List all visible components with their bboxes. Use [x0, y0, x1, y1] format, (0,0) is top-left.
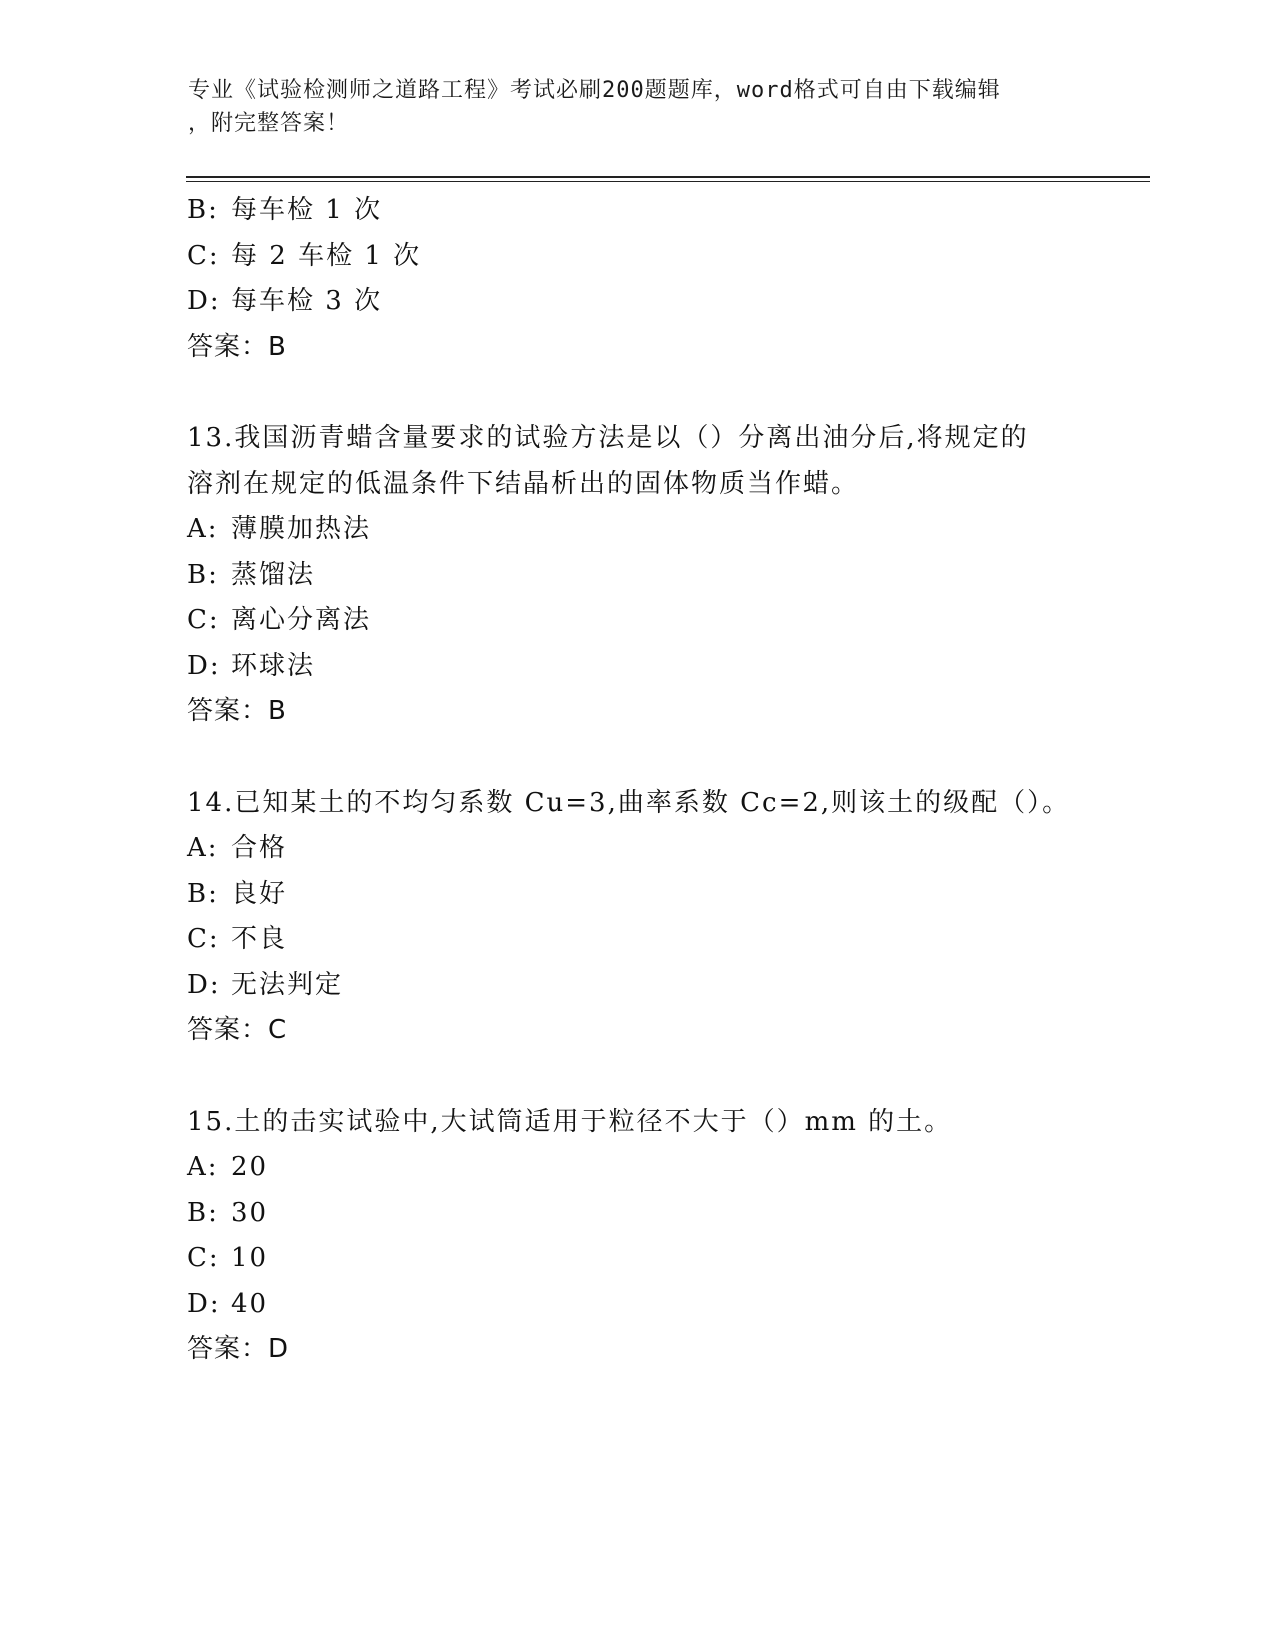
option-c	[187, 234, 1127, 280]
option-letter: A:	[187, 1152, 219, 1182]
option-letter: D:	[187, 650, 221, 681]
question-stem-line: 溶剂在规定的低温条件下结晶析出的固体物质当作蜡。	[187, 468, 860, 499]
option-b	[187, 188, 1127, 234]
option-letter: C:	[187, 1243, 220, 1273]
option-letter: D:	[187, 1288, 221, 1319]
option-a	[187, 507, 1127, 553]
option-text: 每车检 1 次	[231, 195, 383, 225]
option-text: 离心分离法	[231, 605, 372, 635]
option-text: 良好	[231, 878, 288, 909]
question-stem-line: 14.已知某土的不均匀系数 Cu=3,曲率系数 Cc=2,则该土的级配（）。	[187, 787, 1071, 818]
option-text: 不良	[231, 924, 288, 954]
option-b	[187, 872, 1127, 918]
option-letter: C:	[187, 240, 220, 271]
option-c	[187, 917, 1127, 963]
option-text: 10	[231, 1243, 269, 1273]
option-letter: D:	[187, 969, 221, 1000]
option-b	[187, 553, 1127, 599]
option-text: 蒸馏法	[231, 559, 316, 590]
option-d	[187, 644, 1127, 690]
answer-line: 答案：D	[187, 1334, 290, 1364]
option-a	[187, 1145, 1127, 1191]
question-content	[187, 188, 1127, 1373]
option-text: 20	[231, 1152, 269, 1182]
question-14	[187, 781, 1127, 1054]
option-letter: B:	[187, 195, 219, 225]
option-text: 薄膜加热法	[231, 514, 372, 544]
question-15	[187, 1100, 1127, 1373]
document-header	[188, 74, 1068, 140]
option-text: 环球法	[231, 650, 316, 681]
question-stem-line: 15.土的击实试验中,大试筒适用于粒径不大于（）mm 的土。	[187, 1106, 953, 1137]
option-letter: B:	[187, 1197, 219, 1228]
option-letter: B:	[187, 878, 219, 909]
answer-line: 答案：C	[187, 1015, 288, 1045]
header-rule-thin	[186, 181, 1150, 182]
question-13	[187, 416, 1127, 735]
option-c	[187, 598, 1127, 644]
option-letter: C:	[187, 924, 220, 954]
option-letter: C:	[187, 605, 220, 635]
answer-line: 答案：B	[187, 331, 287, 362]
continued-question	[187, 188, 1127, 370]
answer-line: 答案：B	[187, 696, 287, 726]
option-b	[187, 1191, 1127, 1237]
option-text: 无法判定	[231, 969, 344, 1000]
option-text: 每车检 3 次	[231, 286, 383, 316]
option-a	[187, 826, 1127, 872]
header-line-2: ，附完整答案！	[188, 111, 350, 136]
option-text: 每 2 车检 1 次	[231, 240, 422, 271]
option-text: 40	[231, 1288, 269, 1319]
option-text: 30	[231, 1197, 269, 1228]
option-d	[187, 1282, 1127, 1328]
option-letter: D:	[187, 286, 221, 316]
header-rule-thick	[186, 176, 1150, 178]
option-c	[187, 1236, 1127, 1282]
option-letter: A:	[187, 514, 219, 544]
option-letter: B:	[187, 559, 219, 590]
header-line-1: 专业《试验检测师之道路工程》考试必刷200题题库，word格式可自由下载编辑	[188, 78, 1001, 103]
option-text: 合格	[231, 833, 288, 863]
option-d	[187, 963, 1127, 1009]
option-letter: A:	[187, 833, 219, 863]
option-d	[187, 279, 1127, 325]
question-stem-line: 13.我国沥青蜡含量要求的试验方法是以（）分离出油分后,将规定的	[187, 423, 1029, 453]
